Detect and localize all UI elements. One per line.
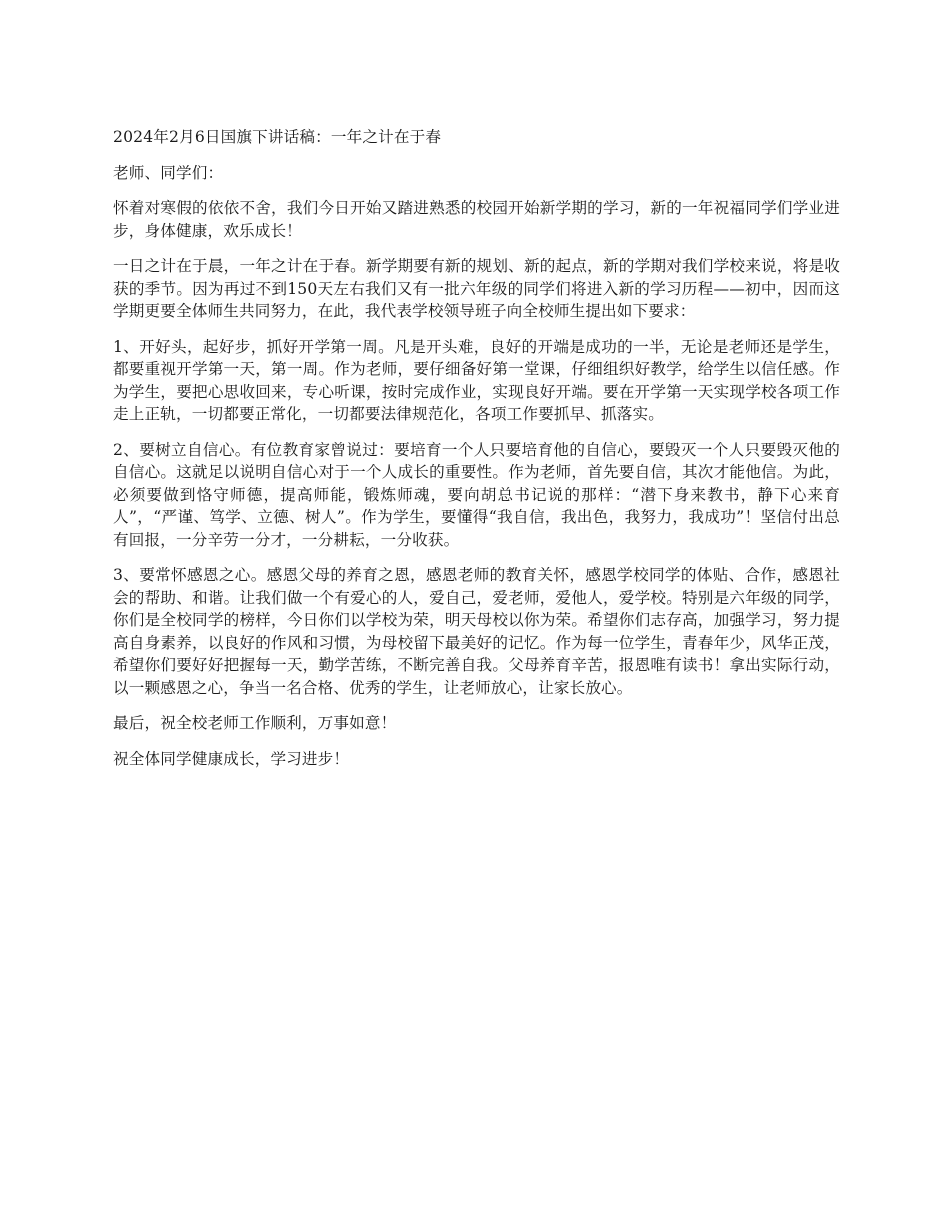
- closing-students: 祝全体同学健康成长，学习进步！: [113, 749, 350, 768]
- document-body: [113, 126, 840, 783]
- paragraph-point-2: 2、要树立自信心。有位教育家曾说过：要培育一个人只要培育他的自信心，要毁灭一个人只要毁灭他的自信心。这就足以说明自信心对于一个人成长的重要性。作为老师，首先要自信，其次才能他信。为此，必须要做到恪守师德，提高师能，锻炼师魂，要向胡总书记说的那样：“潜下身来教书，静下心来育人”，“严谨、笃学、立德、树人”。作为学生，要懂得“我自信，我出色，我努力，我成功”！坚信付出总有回报，一分辛劳一分才，一分耕耘，一分收获。: [113, 440, 840, 549]
- paragraph-point-3: 3、要常怀感恩之心。感恩父母的养育之恩，感恩老师的教育关怀，感恩学校同学的体贴、合作，感恩社会的帮助、和谐。让我们做一个有爱心的人，爱自己，爱老师，爱他人，爱学校。特别是六年级的同学，你们是全校同学的榜样，今日你们以学校为荣，明天母校以你为荣。希望你们志存高，加强学习，努力提高自身素养，以良好的作风和习惯，为母校留下最美好的记忆。作为每一位学生，青春年少，风华正茂，希望你们要好好把握每一天，勤学苦练，不断完善自我。父母养育辛苦，报恩唯有读书！拿出实际行动，以一颗感恩之心，争当一名合格、优秀的学生，让老师放心，让家长放心。: [113, 566, 840, 697]
- document-title: 2024年2月6日国旗下讲话稿：一年之计在于春: [113, 128, 442, 146]
- paragraph-greeting: 怀着对寒假的依依不舍，我们今日开始又踏进熟悉的校园开始新学期的学习，新的一年祝福同学们学业进步，身体健康，欢乐成长！: [113, 199, 840, 240]
- paragraph-point-1: 1、开好头，起好步，抓好开学第一周。凡是开头难，良好的开端是成功的一半，无论是老师还是学生，都要重视开学第一天，第一周。作为老师，要仔细备好第一堂课，仔细组织好教学，给学生以信任感。作为学生，要把心思收回来，专心听课，按时完成作业，实现良好开端。要在开学第一天实现学校各项工作走上正轨，一切都要正常化，一切都要法律规范化，各项工作要抓早、抓落实。: [113, 337, 840, 423]
- salutation: 老师、同学们：: [113, 163, 224, 182]
- paragraph-intro: 一日之计在于晨，一年之计在于春。新学期要有新的规划、新的起点，新的学期对我们学校来说，将是收获的季节。因为再过不到150天左右我们又有一批六年级的同学们将进入新的学习历程——初中，因而这学期更要全体师生共同努力，在此，我代表学校领导班子向全校师生提出如下要求：: [113, 257, 840, 320]
- closing-teachers: 最后，祝全校老师工作顺利，万事如意！: [113, 714, 397, 732]
